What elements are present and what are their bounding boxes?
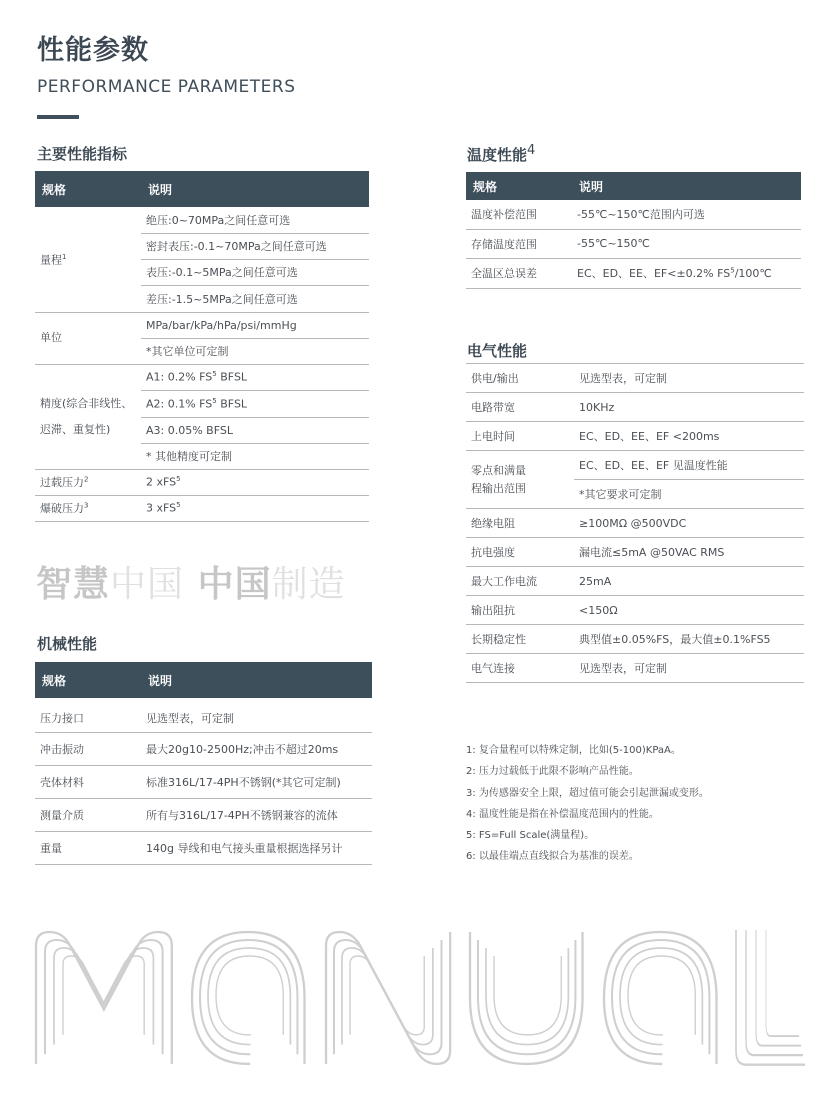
- electrical-title: 电气性能: [467, 342, 528, 360]
- zero-span-item: EC、ED、EE、EF 见温度性能: [574, 451, 804, 480]
- elec-value: ≥100MΩ @500VDC: [574, 509, 804, 538]
- table-header: 规格: [466, 172, 572, 200]
- footnote: 6: 以最佳端点直线拟合为基准的误差。: [466, 851, 639, 863]
- mech-label: 重量: [35, 831, 141, 864]
- page-subtitle: PERFORMANCE PARAMETERS: [37, 77, 296, 97]
- mech-value: 见选型表，可定制: [141, 698, 372, 732]
- table-header: 规格: [35, 662, 141, 698]
- temperature-title: 温度性能$^4$: [467, 143, 536, 164]
- unit-label: 单位: [35, 312, 141, 364]
- elec-value: 25mA: [574, 567, 804, 596]
- footnote: 1: 复合量程可以特殊定制，比如(5-100)KPaA。: [466, 745, 681, 756]
- accuracy-item: A1: 0.2% $FS^5$ BFSL: [141, 364, 369, 390]
- range-item: 密封表压:-0.1~70MPa之间任意可选: [141, 233, 369, 259]
- page-title: 性能参数: [37, 35, 149, 66]
- elec-label: 上电时间: [466, 422, 574, 451]
- elec-value: 见选型表，可定制: [574, 364, 804, 393]
- elec-value: <150Ω: [574, 596, 804, 625]
- range-item: 差压:-1.5~5MPa之间任意可选: [141, 285, 369, 312]
- elec-label: 电路带宽: [466, 393, 574, 422]
- burst-label: 爆破压力$^3$: [35, 495, 141, 521]
- temperature-table: [466, 172, 801, 289]
- elec-value: 漏电流≤5mA @50VAC RMS: [574, 538, 804, 567]
- zero-span-item: *其它要求可定制: [574, 480, 804, 509]
- temp-label: 全温区总误差: [466, 258, 572, 288]
- elec-label: 长期稳定性: [466, 625, 574, 654]
- mech-label: 壳体材料: [35, 765, 141, 798]
- accuracy-item: A3: 0.05% BFSL: [141, 417, 369, 443]
- zero-span-label: 零点和满量 程输出范围: [466, 451, 574, 509]
- overload-value: 2 xFS$^5$: [141, 469, 369, 495]
- range-item: 绝压:0~70MPa之间任意可选: [141, 207, 369, 233]
- brand-slogan: 智慧中国 中国制造: [36, 564, 346, 605]
- mech-value: 140g 导线和电气接头重量根据选择另计: [141, 831, 372, 864]
- range-label: 量程$^1$: [35, 207, 141, 312]
- accuracy-label: 精度(综合非线性、 迟滞、重复性): [35, 364, 141, 469]
- table-header: 说明: [572, 172, 801, 200]
- temp-label: 存储温度范围: [466, 229, 572, 258]
- manual-logo: [34, 930, 806, 1068]
- overload-label: 过载压力$^2$: [35, 469, 141, 495]
- elec-label: 最大工作电流: [466, 567, 574, 596]
- electrical-table: [466, 363, 804, 683]
- table-header: 规格: [35, 171, 141, 207]
- mech-value: 所有与316L/17-4PH不锈钢兼容的流体: [141, 798, 372, 831]
- temp-value: EC、ED、EE、EF<±0.2% $FS^5/100℃$: [572, 258, 801, 288]
- footnotes: [466, 740, 709, 868]
- mechanical-title: 机械性能: [37, 635, 98, 653]
- accuracy-item: A2: 0.1% $FS^5$ BFSL: [141, 390, 369, 417]
- main-spec-table: [35, 171, 369, 522]
- mech-label: 压力接口: [35, 698, 141, 732]
- elec-value: EC、ED、EE、EF <200ms: [574, 422, 804, 451]
- elec-value: 典型值±0.05%FS，最大值±0.1%FS5: [574, 625, 804, 654]
- elec-value: 见选型表，可定制: [574, 654, 804, 683]
- burst-value: 3 xFS$^5$: [141, 495, 369, 521]
- mechanical-table: [35, 662, 372, 865]
- footnote: 3: 为传感器安全上限，超过值可能会引起泄漏或变形。: [466, 787, 709, 799]
- footnote: 2: 压力过载低于此限不影响产品性能。: [466, 766, 639, 778]
- range-item: 表压:-0.1~5MPa之间任意可选: [141, 259, 369, 285]
- temp-value: -55℃~150℃: [572, 229, 801, 258]
- title-underline: [37, 115, 79, 119]
- mech-label: 测量介质: [35, 798, 141, 831]
- footnote: 5: FS=Full Scale(满量程)。: [466, 830, 595, 842]
- main-spec-title: 主要性能指标: [37, 145, 128, 163]
- table-header: 说明: [141, 171, 369, 207]
- mech-label: 冲击振动: [35, 732, 141, 765]
- footnote: 4: 温度性能是指在补偿温度范围内的性能。: [466, 808, 659, 820]
- table-header: 说明: [141, 662, 372, 698]
- temp-label: 温度补偿范围: [466, 200, 572, 229]
- elec-value: 10KHz: [574, 393, 804, 422]
- unit-item: MPa/bar/kPa/hPa/psi/mmHg: [141, 312, 369, 338]
- elec-label: 供电/输出: [466, 364, 574, 393]
- elec-label: 绝缘电阻: [466, 509, 574, 538]
- elec-label: 抗电强度: [466, 538, 574, 567]
- elec-label: 输出阻抗: [466, 596, 574, 625]
- unit-item: *其它单位可定制: [141, 338, 369, 364]
- accuracy-item: * 其他精度可定制: [141, 443, 369, 469]
- mech-value: 最大20g10-2500Hz;冲击不超过20ms: [141, 732, 372, 765]
- temp-value: -55℃~150℃范围内可选: [572, 200, 801, 229]
- elec-label: 电气连接: [466, 654, 574, 683]
- mech-value: 标准316L/17-4PH不锈钢(*其它可定制): [141, 765, 372, 798]
